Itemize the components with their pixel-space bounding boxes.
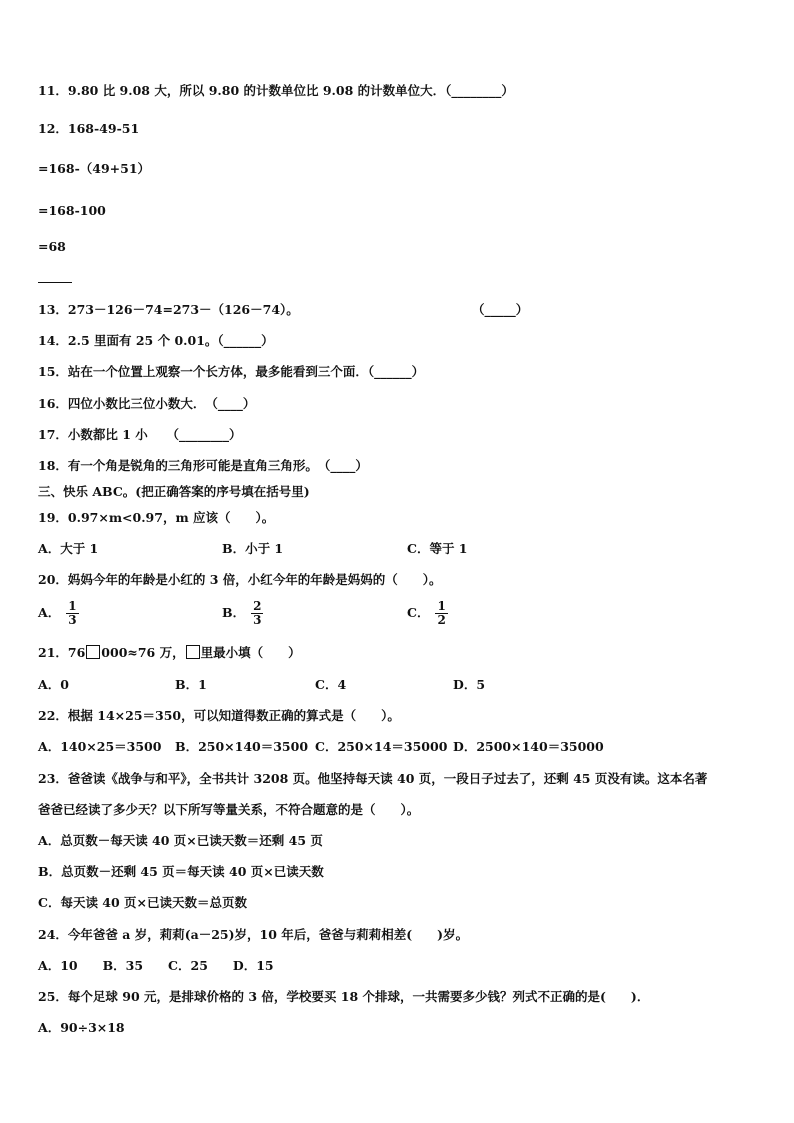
empty-box-icon	[86, 645, 100, 659]
question-24-options: A．10 B．35 C．25 D．15	[38, 958, 274, 973]
q20-option-a-label: A．	[38, 605, 61, 620]
q21-option-b: B．1	[175, 677, 207, 692]
question-12-line-1: 12．168-49-51	[38, 121, 140, 136]
fraction-one-third: $\frac{1}{3}$	[68, 599, 77, 627]
q20-option-a	[38, 600, 79, 627]
fraction-two-thirds: $\frac{2}{3}$	[253, 599, 262, 627]
question-21-stem	[38, 645, 301, 661]
q23-option-c: C．每天读 40 页×已读天数＝总页数	[38, 895, 248, 910]
q22-option-d: D．2500×140＝35000	[453, 739, 604, 754]
question-25-stem: 25．每个足球 90 元，是排球价格的 3 倍，学校要买 18 个排球，一共需要多少钱？列式不正确的是( )．	[38, 989, 650, 1004]
q22-option-a: A．140×25＝3500	[38, 739, 162, 754]
question-20-options	[38, 600, 738, 636]
q20-option-c	[407, 600, 448, 627]
question-13-blank: （_____）	[472, 302, 529, 317]
section-3-heading: 三、快乐 ABC。(把正确答案的序号填在括号里)	[38, 484, 310, 499]
q21-option-c: C．4	[315, 677, 347, 692]
question-20-stem: 20．妈妈今年的年龄是小红的 3 倍，小红今年的年龄是妈妈的（ ）。	[38, 572, 442, 587]
question-24-stem: 24．今年爸爸 a 岁，莉莉(a－25)岁，10 年后，爸爸与莉莉相差( )岁。	[38, 927, 469, 942]
q20-option-b-label: B．	[222, 605, 246, 620]
question-18: 18．有一个角是锐角的三角形可能是直角三角形。 （____）	[38, 458, 368, 473]
q19-option-a: A．大于 1	[38, 541, 99, 556]
q23-option-a: A．总页数－每天读 40 页×已读天数＝还剩 45 页	[38, 833, 323, 848]
answer-blank-line	[38, 282, 72, 283]
question-23-stem-line-1: 23．爸爸读《战争与和平》，全书共计 3208 页。他坚持每天读 40 页，一段日子过去了，还剩 45 页没有读。这本名著	[38, 771, 708, 786]
question-11: 11．9.80 比 9.08 大，所以 9.80 的计数单位比 9.08 的计数单位大．（________）	[38, 83, 514, 98]
q19-option-c: C．等于 1	[407, 541, 468, 556]
fraction-one-half: $\frac{1}{2}$	[437, 599, 446, 627]
question-17: 17．小数都比 1 小 （________）	[38, 427, 242, 442]
question-13-text: 13．273－126－74=273－（126－74）。	[38, 302, 299, 317]
q21-stem-part-1: 21．76	[38, 645, 86, 660]
q22-option-c: C．250×14＝35000	[315, 739, 448, 754]
question-23-stem-line-2: 爸爸已经读了多少天？以下所写等量关系，不符合题意的是（ ）。	[38, 802, 420, 817]
question-12-line-2: =168-（49+51）	[38, 161, 151, 176]
question-16: 16．四位小数比三位小数大． （____）	[38, 396, 256, 411]
q19-option-b: B．小于 1	[222, 541, 284, 556]
question-12-line-4: =68	[38, 239, 66, 254]
question-22-stem: 22．根据 14×25＝350，可以知道得数正确的算式是（ ）。	[38, 708, 400, 723]
q21-stem-part-2: 000≈76 万，	[101, 645, 185, 660]
question-14: 14．2.5 里面有 25 个 0.01。（______）	[38, 333, 274, 348]
q20-option-c-label: C．	[407, 605, 430, 620]
q21-stem-part-3: 里最小填（ ）	[200, 645, 301, 660]
question-19-stem: 19．0.97×m<0.97，m 应该（ ）。	[38, 510, 275, 525]
q21-option-d: D．5	[453, 677, 486, 692]
question-13	[38, 302, 299, 318]
q22-option-b: B．250×140＝3500	[175, 739, 309, 754]
empty-box-icon	[186, 645, 200, 659]
q25-option-a: A．90÷3×18	[38, 1020, 125, 1035]
q21-option-a: A．0	[38, 677, 69, 692]
q23-option-b: B．总页数－还剩 45 页＝每天读 40 页×已读天数	[38, 864, 324, 879]
q20-option-b	[222, 600, 263, 627]
question-12-line-3: =168-100	[38, 203, 106, 218]
question-15: 15．站在一个位置上观察一个长方体，最多能看到三个面．（______）	[38, 364, 425, 379]
